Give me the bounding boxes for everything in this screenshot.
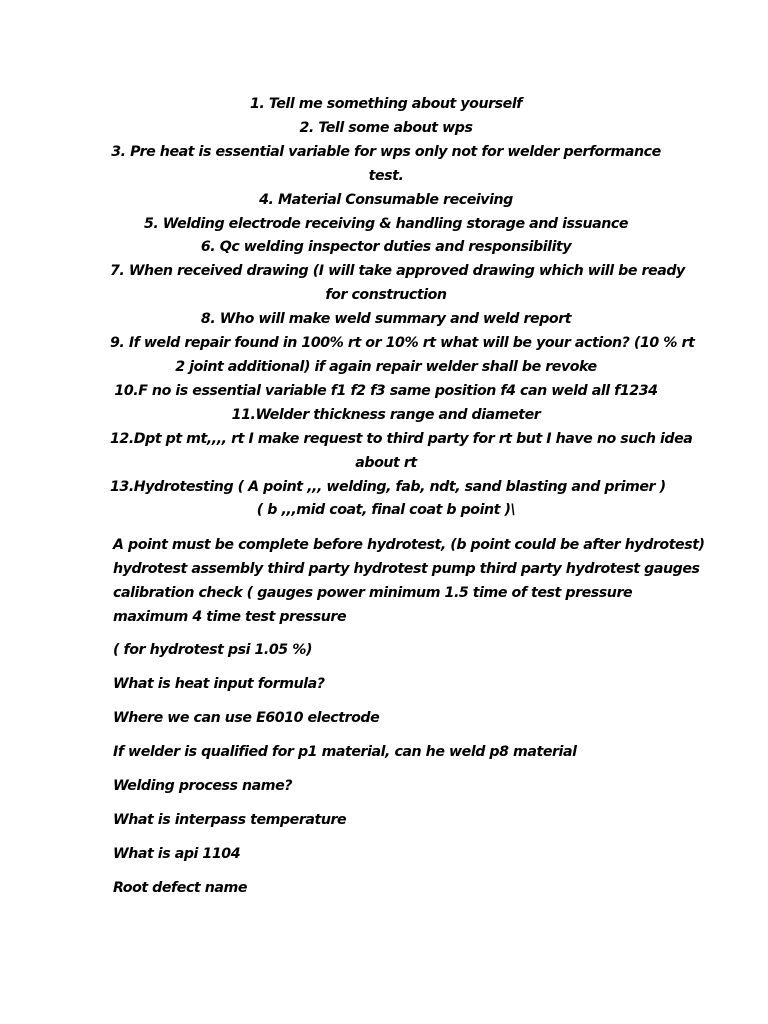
list-item-line: test. bbox=[368, 167, 404, 184]
list-item-line: 4. Material Consumable receiving bbox=[259, 191, 513, 208]
question-line: What is api 1104 bbox=[113, 846, 241, 862]
list-item-line: 9. If weld repair found in 100% rt or 10% rt what will be your action? (10 % rt bbox=[110, 335, 695, 352]
question-list bbox=[113, 638, 713, 910]
list-item-line: 13.Hydrotesting ( A point ,,, welding, fab, ndt, sand blasting and primer ) bbox=[110, 478, 666, 495]
list-item-line: for construction bbox=[325, 287, 447, 304]
list-item-line: 2 joint additional) if again repair welder shall be revoke bbox=[175, 358, 597, 375]
list-item-line: 7. When received drawing (I will take approved drawing which will be ready bbox=[110, 263, 685, 280]
paragraph-line: A point must be complete before hydrotest, (b point could be after hydrotest) bbox=[113, 537, 705, 553]
hydrotest-paragraph bbox=[113, 533, 713, 629]
numbered-list bbox=[110, 93, 695, 523]
paragraph-line: calibration check ( gauges power minimum 1.5 time of test pressure bbox=[113, 585, 633, 601]
question-line: Where we can use E6010 electrode bbox=[113, 710, 380, 726]
list-item-line: 10.F no is essential variable f1 f2 f3 same position f4 can weld all f1234 bbox=[114, 382, 658, 399]
list-item-line: 6. Qc welding inspector duties and responsibility bbox=[200, 239, 572, 256]
list-item-line: ( b ,,,mid coat, final coat b point )\ bbox=[256, 502, 516, 519]
question-line: What is interpass temperature bbox=[113, 812, 347, 828]
question-line: What is heat input formula? bbox=[113, 676, 325, 692]
question-line: Root defect name bbox=[113, 880, 248, 896]
question-line: If welder is qualified for p1 material, can he weld p8 material bbox=[113, 744, 577, 760]
list-item-line: 8. Who will make weld summary and weld report bbox=[200, 311, 572, 328]
list-item-line: 11.Welder thickness range and diameter bbox=[231, 406, 541, 423]
paragraph-line: hydrotest assembly third party hydrotest pump third party hydrotest gauges bbox=[113, 561, 700, 577]
list-item-line: 1. Tell me something about yourself bbox=[250, 96, 522, 112]
list-item-line: 5. Welding electrode receiving & handling storage and issuance bbox=[143, 215, 629, 232]
paragraph-line: maximum 4 time test pressure bbox=[113, 609, 347, 625]
list-item-line: about rt bbox=[355, 454, 417, 471]
question-line: Welding process name? bbox=[113, 778, 293, 794]
list-item-line: 12.Dpt pt mt,,,, rt I make request to third party for rt but I have no such idea bbox=[110, 430, 693, 447]
question-line: ( for hydrotest psi 1.05 %) bbox=[113, 642, 312, 658]
list-item-line: 2. Tell some about wps bbox=[299, 119, 473, 136]
list-item-line: 3. Pre heat is essential variable for wps only not for welder performance bbox=[111, 143, 661, 160]
